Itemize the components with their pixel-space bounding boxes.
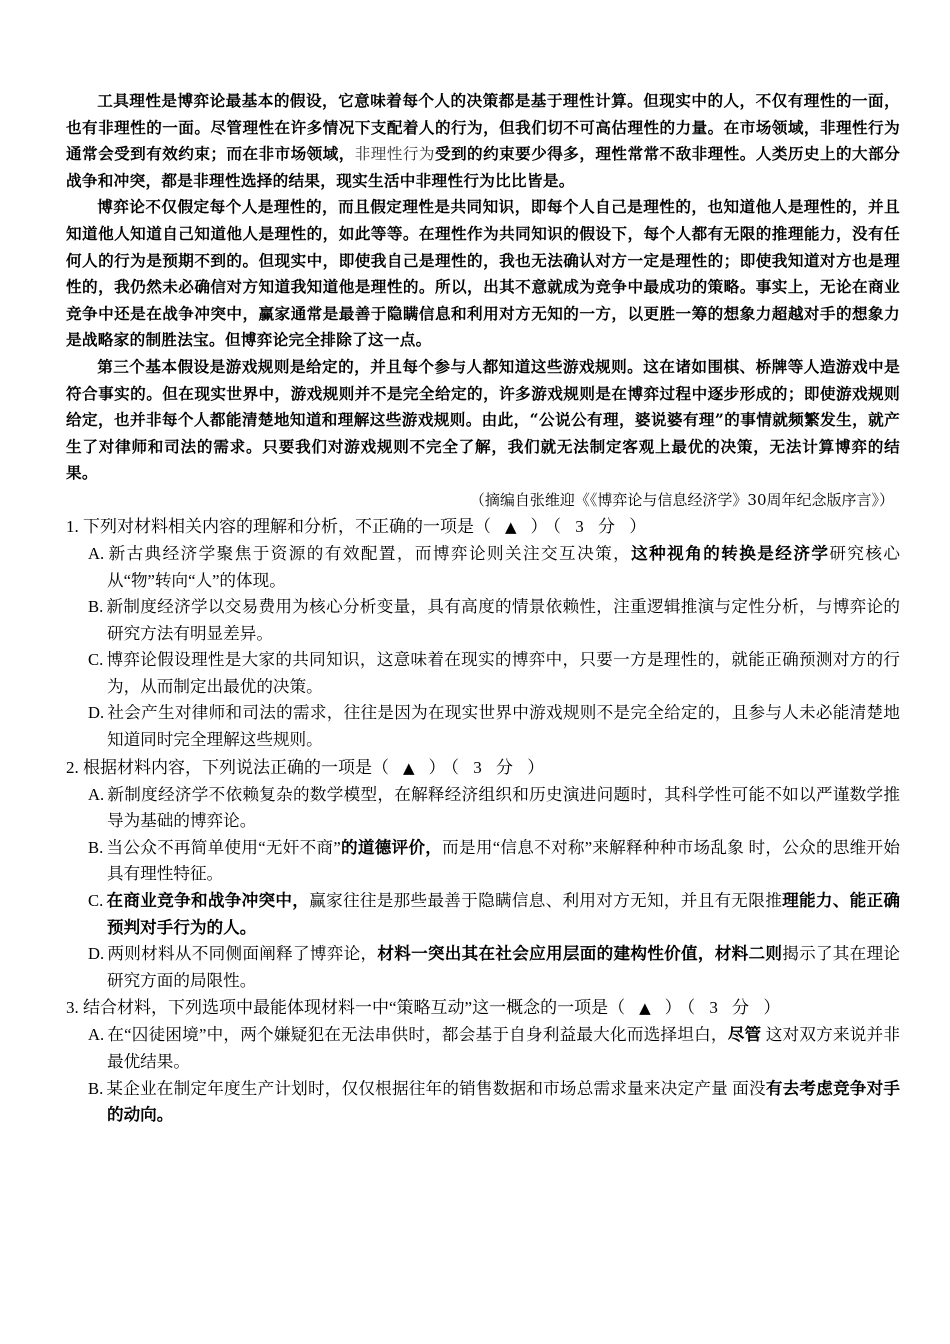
material-paragraph-1 [66, 88, 900, 194]
option-letter: B. [88, 837, 104, 857]
option-letter: B. [88, 597, 104, 617]
option-text: 博弈论假设理性是大家的共同知识，这意味着在现实的博弈中，只要一方是理性的，就能正确预测对方的行为，从而制定出最优的决策。 [106, 650, 900, 696]
option-text-bold: 这种视角的转换是经济学 [631, 543, 830, 563]
paragraph-text: 工具理性是博弈论最基本的假设，它意味着每个人的决策都是基于理性计算。但现实中的人，不仅有理性的一面，也有非理性的一面。尽管理性在许多情况下支配着人的行为，但我们切不可高估理性的力量。在市场领域，非理性行为通常会受到有效约束；而在非市场领域， [66, 91, 900, 164]
option-letter: D. [88, 703, 105, 723]
option-letter: A. [88, 543, 105, 563]
option-b [66, 1076, 900, 1129]
option-letter: B. [88, 1078, 104, 1098]
option-c [66, 647, 900, 700]
option-b [66, 835, 900, 888]
question-1 [66, 513, 900, 754]
option-d [66, 941, 900, 994]
triangle-mark-icon: ▲ [403, 758, 415, 777]
option-letter: A. [88, 1025, 105, 1045]
option-b [66, 594, 900, 647]
material-source: （摘编自张维迎《《博弈论与信息经济学》30周年纪念版序言》） [469, 490, 894, 509]
question-2 [66, 754, 900, 995]
option-letter: A. [88, 784, 105, 804]
option-text: 揭示了其在理论研究方面的局限性。 [107, 944, 901, 990]
option-text-bold: 材料一突出其在社会应用层面的建构性价值，材料二则 [377, 944, 783, 964]
option-letter: D. [88, 944, 105, 964]
option-text: 当公众不再简单使用“无奸不商” [106, 837, 341, 857]
exam-page [66, 88, 900, 1129]
option-text: 新古典经济学聚焦于资源的有效配置，而博弈论则关注交互决策， [107, 543, 632, 563]
option-text: 在“囚徒困境”中，两个嫌疑犯在无法串供时，都会基于自身利益最大化而选择坦白， [107, 1025, 728, 1045]
option-text: 新制度经济学以交易费用为核心分析变量，具有高度的情景依赖性，注重逻辑推演与定性分析，与博弈论的研究方法有明显差异。 [106, 597, 900, 643]
option-text: 研究核心从“物”转向“人”的体现。 [107, 543, 901, 590]
option-text: 两则材料从不同侧面阐释了博弈论， [107, 944, 378, 964]
paragraph-text: 第三个基本假设是游戏规则是给定的，并且每个参与人都知道这些游戏规则。这在诸如围棋、桥牌等人造游戏中是符合事实的。但在现实世界中，游戏规则并不是完全给定的，许多游戏规则是在博弈过程中逐步形成的；即使游戏规则给定，也并非每个人都能清楚地知道和理解这些游戏规则。由此，“公说公有理，婆说婆有理”的事情就频繁发生，就产生了对律师和司法的需求。只要我们对游戏规则不完全了解，我们就无法制定客观上最优的决策，无法计算博弈的结果。 [66, 356, 900, 483]
question-number: 2. [66, 757, 79, 777]
question-text: 结合材料，下列选项中最能体现材料一中“策略互动”这一概念的一项是（ [83, 998, 626, 1018]
question-text: 下列对材料相关内容的理解和分析，不正确的一项是（ [83, 516, 491, 536]
option-text-bold: 有去考虑竞争对手的动向。 [107, 1078, 900, 1125]
option-text: 新制度经济学不依赖复杂的数学模型，在解释经济组织和历史演进问题时，其科学性可能不如以严谨数学推导为基础的博弈论。 [107, 784, 900, 831]
paragraph-text: 博弈论不仅假定每个人是理性的，而且假定理性是共同知识，即每个人自己是理性的，也知道他人是理性的，并且知道他人知道自己知道他人是理性的，如此等等。在理性作为共同知识的假设下，每个人都有无限的推理能力，没有任何人的行为是预期不到的。但现实中，即使我自己是理性的，我也无法确认对方一定是理性的；即使我知道对方也是理性的，我仍然未必确信对方知道我知道他是理性的。所以，出其不意就成为竞争中最成功的策略。事实上，无论在商业竞争中还是在战争冲突中，赢家通常是最善于隐瞒信息和利用对方无知的一方，以更胜一筹的想象力超越对手的想象力是战略家的制胜法宝。但博弈论完全排除了这一点。 [66, 197, 900, 350]
option-c [66, 888, 900, 941]
option-text-bold: 在商业竞争和战争冲突中， [106, 891, 310, 911]
question-stem [66, 754, 900, 782]
option-text-bold: 理能力、能正确预判对手行为的人。 [107, 891, 901, 937]
option-a [66, 541, 900, 594]
option-text: 某企业在制定年度生产计划时，仅仅根据往年的销售数据和市场总需求量来决定产量 面没 [106, 1078, 766, 1098]
triangle-mark-icon: ▲ [505, 517, 517, 536]
question-number: 3. [66, 998, 79, 1018]
option-a [66, 1022, 900, 1075]
option-letter: C. [88, 891, 104, 911]
paragraph-text: 受到的约束要少得多，理性常常不敌非理性。人类历史上的大部分战争和冲突，都是非理性选择的结果，现实生活中非理性行为比比皆是。 [66, 144, 901, 190]
material-paragraph-2 [66, 194, 900, 354]
option-text: 这对双方来说并非最优结果。 [107, 1025, 900, 1071]
triangle-mark-icon: ▲ [639, 999, 651, 1018]
question-3 [66, 994, 900, 1128]
option-d [66, 700, 900, 753]
question-score: ）（ 3 分 ） [428, 757, 550, 777]
option-letter: C. [88, 650, 104, 670]
question-stem [66, 513, 900, 541]
question-score: ）（ 3 分 ） [664, 998, 786, 1018]
option-text: 而是用“信息不对称”来解释种种市场乱象 时，公众的思维开始具有理性特征。 [107, 837, 900, 884]
option-text-bold: 的道德评价， [340, 837, 443, 857]
option-text: 社会产生对律师和司法的需求，往往是因为在现实世界中游戏规则不是完全给定的，且参与人未必能清楚地知道同时完全理解这些规则。 [107, 703, 900, 750]
question-text: 根据材料内容，下列说法正确的一项是（ [83, 757, 389, 777]
option-text: 赢家往往是那些最善于隐瞒信息、利用对方无知，并且有无限推 [309, 891, 783, 911]
question-number: 1. [66, 516, 79, 536]
paragraph-text-light: 非理性行为 [354, 145, 435, 164]
question-score: ）（ 3 分 ） [530, 516, 652, 536]
option-a [66, 782, 900, 835]
option-text-bold: 尽管 [727, 1025, 762, 1045]
question-stem [66, 994, 900, 1022]
material-paragraph-3 [66, 354, 900, 487]
